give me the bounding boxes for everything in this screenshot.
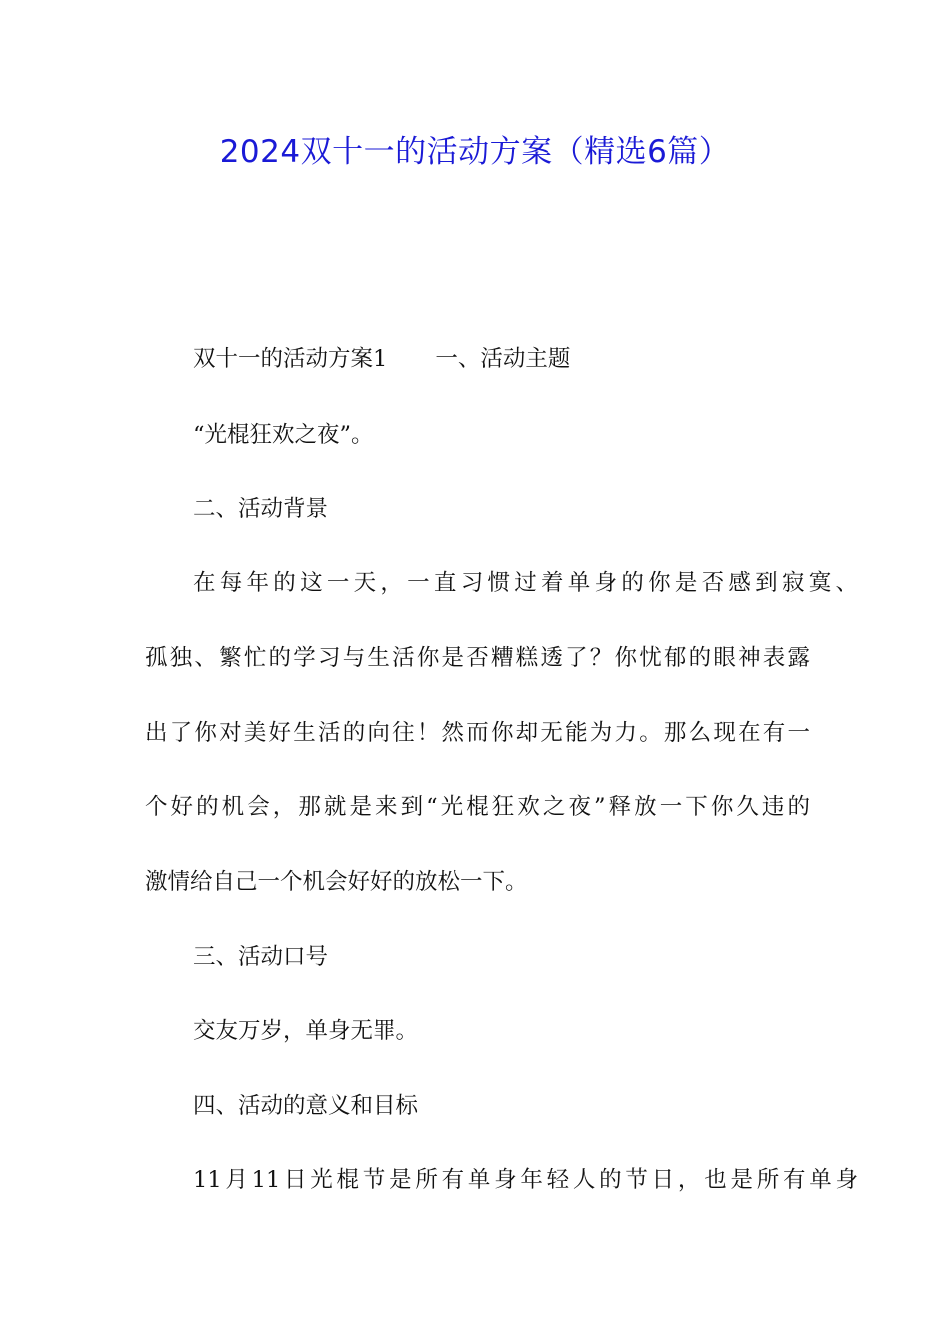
- background-line-1: 在每年的这一天，一直习惯过着单身的你是否感到寂寞、: [193, 570, 858, 596]
- background-line-3: 出了你对美好生活的向往！然而你却无能为力。那么现在有一: [145, 720, 810, 746]
- theme-text: “光棍狂欢之夜”。: [193, 422, 374, 448]
- background-line-4: 个好的机会，那就是来到“光棍狂欢之夜”释放一下你久违的: [145, 794, 810, 820]
- plan-number-label: 双十一的活动方案1: [193, 346, 388, 372]
- background-line-5: 激情给自己一个机会好好的放松一下。: [145, 869, 528, 895]
- meaning-line-1: 11月11日光棍节是所有单身年轻人的节日，也是所有单身: [193, 1167, 858, 1193]
- background-line-2: 孤独、繁忙的学习与生活你是否糟糕透了？你忧郁的眼神表露: [145, 645, 810, 671]
- section3-title: 三、活动口号: [193, 944, 329, 970]
- plan-heading-line: [145, 343, 858, 375]
- slogan-text: 交友万岁，单身无罪。: [193, 1018, 419, 1044]
- section4-title: 四、活动的意义和目标: [193, 1093, 419, 1119]
- section2-title: 二、活动背景: [193, 496, 329, 522]
- section1-title: 一、活动主题: [435, 346, 571, 372]
- document-title: 2024双十一的活动方案（精选6篇）: [219, 134, 731, 170]
